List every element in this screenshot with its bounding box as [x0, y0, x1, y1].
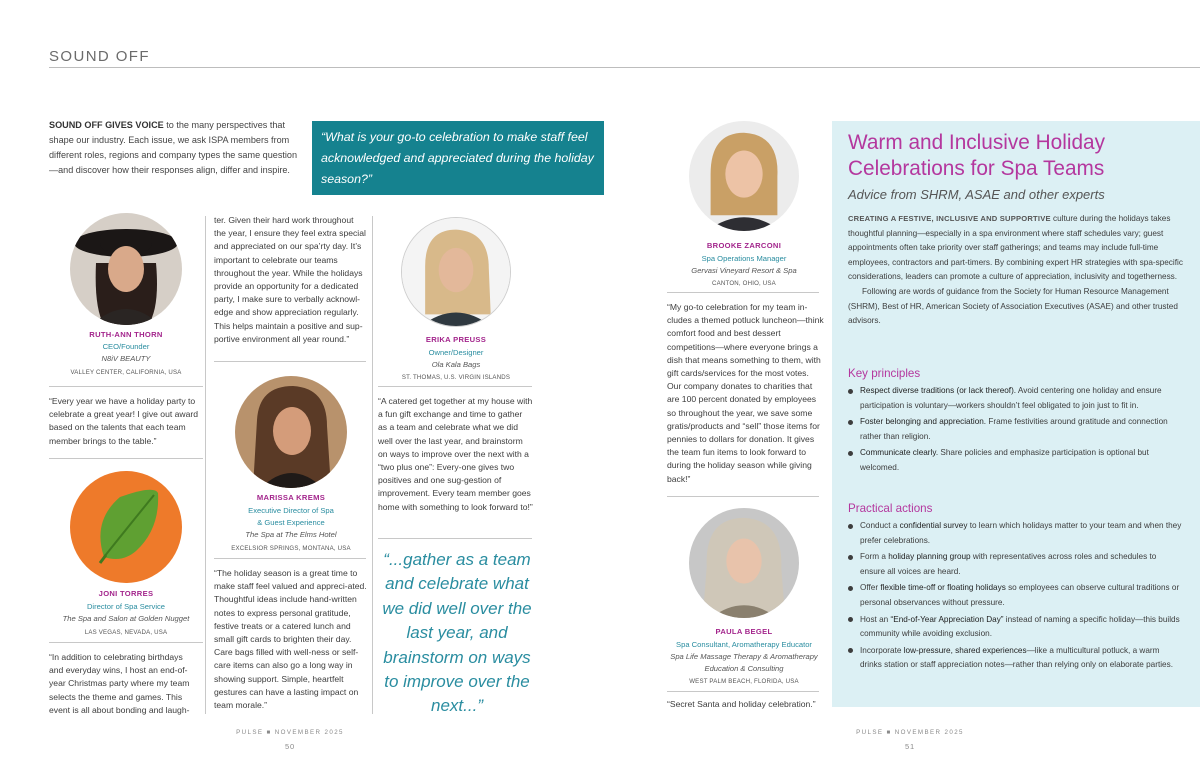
person-quote: “The holiday season is a great time to make staff feel valued and appreci-ated. Thoughtful ideas include hand-written notes to express personal gratitude, festive treats or a catered lunch and small gift cards to brighten their day. Care bags filled with well-ness or self-care items can also go a long way in showing support. Simple, heartfelt gestures can have a lasting impact on team morale.” — [214, 568, 367, 711]
person-company: Gervasi Vineyard Resort & Spa — [691, 266, 797, 275]
marissa-krems-photo — [235, 376, 347, 488]
list-item: Foster belonging and appreciation. Frame festivities around gratitude and connection rather than religion. — [848, 415, 1183, 444]
person-role: Executive Director of Spa — [248, 506, 334, 515]
page-footer-left — [210, 729, 370, 751]
person-company: The Spa and Salon at Golden Nugget — [62, 614, 190, 623]
paula-begel-photo — [689, 508, 799, 618]
person-role: Owner/Designer — [428, 348, 484, 357]
actions-heading: Practical actions — [848, 502, 933, 515]
page-footer-right — [830, 729, 990, 751]
person-name: JONI TORRES — [98, 589, 154, 598]
divider — [49, 458, 203, 459]
person-quote: “Secret Santa and holiday celebration.” — [667, 699, 816, 709]
person-name: MARISSA KREMS — [256, 493, 326, 502]
divider — [49, 642, 203, 643]
continued-quote: ter. Given their hard work throughout the year, I ensure they feel extra special and appreciated on our spa’rty day. It’s important to celebrate our teams throughout the year. While the holidays provide an opportunity for a dedicated party, I make sure to verbally acknowl-edge and show appreciation regularly. This helps maintain a positive and sup-portive environment all year round.” — [214, 215, 366, 344]
person-location: LAS VEGAS, NEVADA, USA — [84, 629, 168, 636]
page-number: 51 — [905, 742, 915, 751]
joni-torres-photo — [70, 471, 182, 583]
list-item: Incorporate low-pressure, shared experiences—like a multicultural potluck, a warm drinks station or staff appreciation notes—rather than relying only on elaborate parties. — [848, 644, 1183, 673]
divider — [49, 386, 203, 387]
person-location: VALLEY CENTER, CALIFORNIA, USA — [70, 369, 182, 376]
divider — [667, 691, 819, 692]
person-location: WEST PALM BEACH, FLORIDA, USA — [689, 678, 799, 685]
person-name: RUTH-ANN THORN — [89, 330, 163, 339]
person-company: N8iV BEAUTY — [101, 354, 151, 363]
sidebar-body — [848, 212, 1183, 329]
person-name: PAULA BEGEL — [715, 627, 773, 636]
person-quote: “Every year we have a holiday party to celebrate a great year! I give out award based on the talents that each team member brings to the table.” — [49, 396, 199, 446]
page-number: 50 — [285, 742, 295, 751]
intro-lead: SOUND OFF GIVES VOICE — [49, 120, 164, 130]
person-location: EXCELSIOR SPRINGS, MONTANA, USA — [231, 545, 351, 552]
erika-preuss-photo — [401, 217, 511, 327]
list-item: Conduct a confidential survey to learn which holidays matter to your team and when they prefer celebrations. — [848, 519, 1183, 548]
divider — [378, 538, 532, 539]
header-rule — [49, 67, 1200, 68]
footer-label: PULSE ■ NOVEMBER 2025 — [856, 729, 964, 736]
column-divider — [205, 216, 206, 714]
list-item: Form a holiday planning group with representatives across roles and schedules to ensure all voices are heard. — [848, 550, 1183, 579]
list-item: Host an “End-of-Year Appreciation Day” instead of naming a specific holiday—this builds community while avoiding exclusion. — [848, 613, 1183, 642]
person-name: BROOKE ZARCONI — [706, 241, 782, 250]
divider — [667, 292, 819, 293]
sidebar-body-text: culture during the holidays takes thoughtful planning—especially in a spa environment where staff schedules vary; guest appointments often take priority over staff gatherings; and teams may include full-time employees, contractors and part-timers. By combining expert HR strategies with spa-specific considerations, leaders can promote a culture of appreciation, inclusivity and togetherness. — [848, 214, 1183, 282]
list-item: Offer flexible time-off or floating holidays so employees can observe cultural traditions or personal observances without pressure. — [848, 581, 1183, 610]
principles-list — [848, 384, 1183, 478]
sidebar-body-text: Following are words of guidance from the Society for Human Resource Management (SHRM), Best of HR, American Society of Association Executives (ASAE) and other trusted advisors. — [848, 286, 1178, 326]
person-role: Director of Spa Service — [86, 602, 166, 611]
question-box: “What is your go-to celebration to make staff feel acknowledged and appreciated during the holiday season?” — [312, 121, 604, 195]
intro-text: to the many perspectives that shape our industry. Each issue, we ask ISPA members from different roles, regions and company types the same question—and discover how their responses align, differ and inspire. — [49, 120, 298, 175]
list-item: Communicate clearly. Share policies and emphasize participation is optional but welcomed. — [848, 446, 1183, 475]
person-location: CANTON, OHIO, USA — [712, 280, 776, 287]
person-role: Spa Operations Manager — [701, 254, 787, 263]
divider — [214, 558, 366, 559]
person-company: The Spa at The Elms Hotel — [245, 530, 337, 539]
divider — [214, 361, 366, 362]
person-role: Spa Consultant, Aromatherapy Educator — [676, 640, 812, 649]
divider — [667, 496, 819, 497]
person-company: Spa Life Massage Therapy & Aromatherapy — [670, 652, 818, 661]
sidebar-subtitle: Advice from SHRM, ASAE and other experts — [848, 187, 1105, 202]
footer-label: PULSE ■ NOVEMBER 2025 — [236, 729, 344, 736]
person-name: ERIKA PREUSS — [425, 335, 487, 344]
person-location: ST. THOMAS, U.S. VIRGIN ISLANDS — [401, 374, 511, 381]
ruth-ann-thorn-photo — [70, 213, 182, 325]
person-quote: “My go-to celebration for my team in-cludes a themed potluck luncheon—think comfort food and best dessert competitions—where everyone brings a dish that means something to them, with gift cards/services for the most votes. Our company donates to charities that are 100 percent donated by employees so throughout the year, we save some gratis/products and “sell” those items for pennies to dollars for donation. It gives the team fun items to look forward to during the holiday season while giving back!” — [667, 302, 824, 484]
divider — [378, 386, 532, 387]
sidebar-title: Warm and Inclusive Holiday Celebrations for Spa Teams — [848, 131, 1105, 180]
person-company: Ola Kala Bags — [431, 360, 481, 369]
brooke-zarconi-photo — [689, 121, 799, 231]
person-company: Education & Consulting — [704, 664, 784, 673]
list-item: Respect diverse traditions (or lack thereof). Avoid centering one holiday and ensure participation is voluntary—workers shouldn’t feel obligated to join just to fit in. — [848, 384, 1183, 413]
actions-list — [848, 519, 1183, 675]
person-role: CEO/Founder — [102, 342, 150, 351]
person-quote: “A catered get together at my house with a fun gift exchange and time to gather as a team and celebrate what we did well over the last year, and brainstorm on ways to improve over the next with a “two plus one”: Every-one gives two positives and one sug-gestion of improvement. Every team member goes home with something to look forward to!” — [378, 396, 533, 512]
column-divider — [372, 216, 373, 714]
pull-quote: “...gather as a team and celebrate what we did well over the last year, and brainstorm on ways to improve over the next...” — [382, 550, 532, 716]
person-quote: “In addition to celebrating birthdays and everyday wins, I host an end-of-year Christmas party where my team selects the theme and games. This event is all about bonding and laugh- — [49, 652, 190, 715]
principles-heading: Key principles — [848, 367, 921, 380]
intro-paragraph — [49, 118, 299, 178]
sidebar-lead: CREATING A FESTIVE, INCLUSIVE AND SUPPORTIVE — [848, 214, 1051, 223]
section-title: SOUND OFF — [49, 48, 150, 65]
person-role: & Guest Experience — [257, 518, 325, 527]
